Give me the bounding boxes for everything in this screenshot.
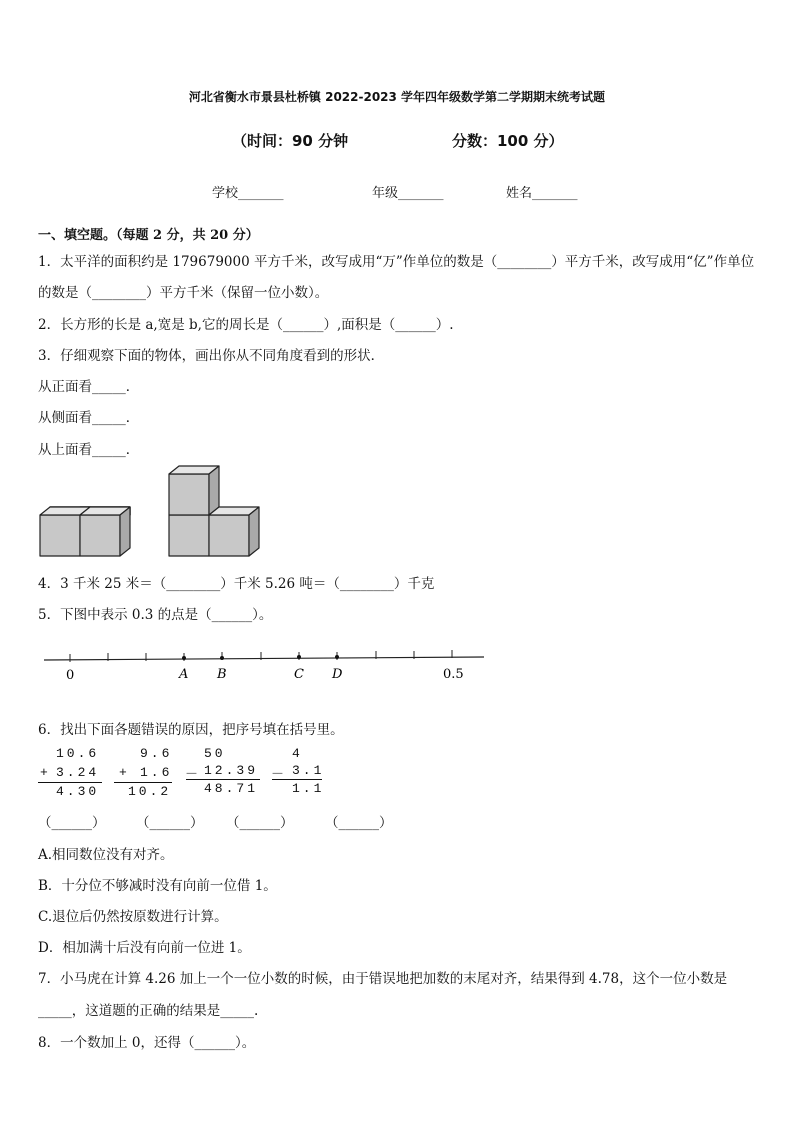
cube-face xyxy=(169,515,209,556)
q3-top-view: 从上面看_____． xyxy=(38,442,140,458)
school-field: 学校_______ xyxy=(212,186,284,201)
q7-line2: _____，这道题的正确的结果是_____. xyxy=(38,1003,259,1019)
cube-face xyxy=(40,515,80,556)
exam-score: 分数：100 分） xyxy=(452,132,564,150)
calc2-bottom: 1.6 xyxy=(140,765,173,780)
q4-text: 4．3 千米 25 米＝（________）千米 5.26 吨＝（________）千克 xyxy=(38,576,435,592)
q2-text: 2．长方形的长是 a,宽是 b,它的周长是（______）,面积是（______）. xyxy=(38,317,454,333)
calc2-result: 10.2 xyxy=(128,784,172,799)
calc4-result: 1.1 xyxy=(292,781,325,796)
calc1-op: + xyxy=(40,765,51,780)
label-zero: 0 xyxy=(66,668,75,683)
q3-front-view: 从正面看_____． xyxy=(38,379,140,395)
calc1-bottom: 3.24 xyxy=(56,765,100,780)
calc3-line xyxy=(186,779,260,780)
answer-blank-2: （______） xyxy=(136,815,204,831)
calc4-bottom: 3.1 xyxy=(292,763,325,778)
grade-field: 年级_______ xyxy=(372,186,444,201)
answer-blank-3: （______） xyxy=(226,815,294,831)
option-a: A.相同数位没有对齐。 xyxy=(38,847,174,863)
calc2-op: + xyxy=(119,765,130,780)
cube-face xyxy=(169,474,209,515)
point-b: B xyxy=(217,667,227,682)
q6-text: 6．找出下面各题错误的原因，把序号填在括号里。 xyxy=(38,722,344,738)
option-c: C.退位后仍然按原数进行计算。 xyxy=(38,909,228,925)
answer-blank-1: （______） xyxy=(38,815,106,831)
point-d: D xyxy=(332,667,343,682)
calc2-line xyxy=(114,782,172,783)
q7-line1: 7．小马虎在计算 4.26 加上一个一位小数的时候，由于错误地把加数的末尾对齐，结果得到 4.78，这个一位小数是 xyxy=(38,971,728,987)
point-a: A xyxy=(179,667,189,682)
q5-text: 5．下图中表示 0.3 的点是（______）。 xyxy=(38,607,273,623)
point-c: C xyxy=(294,667,304,682)
option-d: D．相加满十后没有向前一位进 1。 xyxy=(38,940,251,956)
label-end: 0.5 xyxy=(443,667,464,682)
q1-line1: 1．太平洋的面积约是 179679000 平方千米，改写成用“万”作单位的数是（________）平方千米，改写成用“亿”作单位 xyxy=(38,254,755,270)
q3-text: 3．仔细观察下面的物体，画出你从不同角度看到的形状． xyxy=(38,348,385,364)
cube-face xyxy=(80,515,120,556)
q8-text: 8．一个数加上 0，还得（______）。 xyxy=(38,1035,256,1051)
section-heading: 一、填空题。（每题 2 分，共 20 分） xyxy=(38,228,259,243)
q3-side-view: 从侧面看_____． xyxy=(38,410,140,426)
calc4-op: － xyxy=(271,767,288,782)
calc1-result: 4.30 xyxy=(56,784,100,799)
calc4-line xyxy=(272,779,322,780)
cube-face xyxy=(209,515,249,556)
calc4-top: 4 xyxy=(292,746,303,761)
cubes-figure xyxy=(36,465,276,561)
calc3-result: 48.71 xyxy=(204,781,259,796)
calc1-line xyxy=(38,782,102,783)
exam-time: （时间：90 分钟 xyxy=(232,132,349,150)
calc3-bottom: 12.39 xyxy=(204,763,259,778)
option-b: B．十分位不够减时没有向前一位借 1。 xyxy=(38,878,277,894)
calc1-top: 10.6 xyxy=(56,746,100,761)
number-line xyxy=(40,640,490,688)
calc2-top: 9.6 xyxy=(140,746,173,761)
calc3-top: 50 xyxy=(204,746,226,761)
calc3-op: － xyxy=(185,767,202,782)
answer-blank-4: （______） xyxy=(325,815,393,831)
name-field: 姓名_______ xyxy=(506,186,578,201)
q1-line2: 的数是（________）平方千米（保留一位小数）。 xyxy=(38,285,329,301)
exam-title: 河北省衡水市景县杜桥镇 2022-2023 学年四年级数学第二学期期末统考试题 xyxy=(188,90,606,104)
